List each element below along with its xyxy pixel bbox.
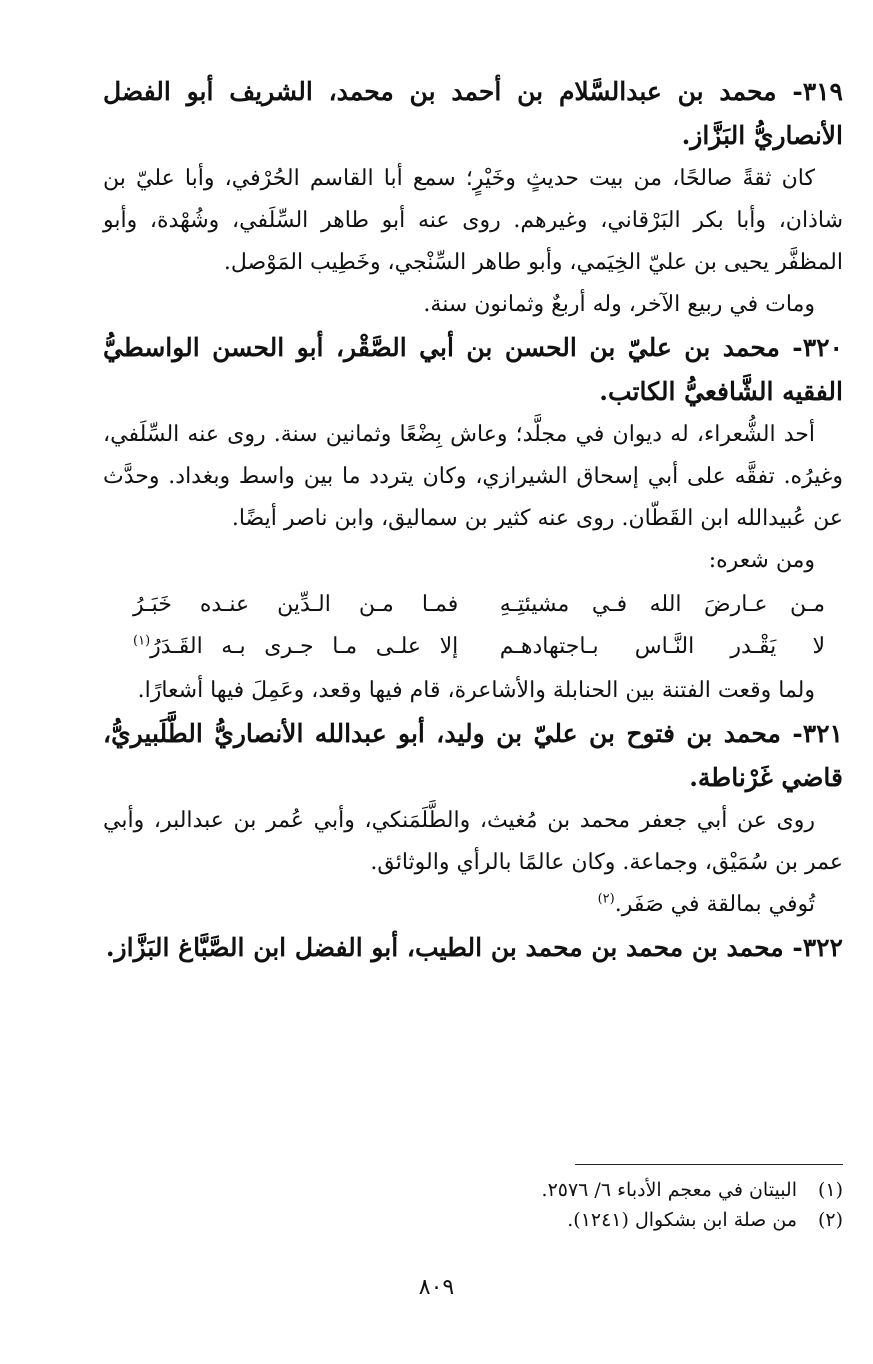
entry-title-319: ٣١٩- محمد بن عبدالسَّلام بن أحمد بن محمد، الشريف أبو الفضل الأنصاريُّ البَزَّاز. bbox=[103, 77, 843, 150]
footnote-number: (١) bbox=[817, 1179, 843, 1201]
entry-paragraph: ومات في ربيع الآخر، وله أربعٌ وثمانون سنة. bbox=[423, 292, 815, 317]
entry-paragraph: كان ثقةً صالحًا، من بيت حديثٍ وخَيْرٍ؛ سمع أبا القاسم الحُرْفي، وأبا عليّ بن شاذان، وأبا بكر البَرْقاني، وغيرهم. روى عنه أبو طاهر السِّلَفي، وشُهْدة، وأبو المظفَّر يحيى بن عليّ الخِيَمي، وأبو طاهر السِّنْجي، وخَطِيب المَوْصل. bbox=[103, 166, 843, 275]
entry-paragraph: ولما وقعت الفتنة بين الحنابلة والأشاعرة، قام فيها وقعد، وعَمِلَ فيها أشعارًا. bbox=[137, 678, 815, 703]
verse-hemistich-first: مـن عـارضَ الله فـي مشيئتِـهِ bbox=[499, 592, 825, 617]
footnote-text: من صلة ابن بشكوال (١٢٤١). bbox=[567, 1209, 797, 1231]
page-number: ٨٠٩ bbox=[418, 1275, 455, 1300]
footnote-number: (٢) bbox=[817, 1209, 843, 1231]
verse-hemistich-first: لا يَقْـدر النَّـاس بـاجتهادهـم bbox=[499, 634, 825, 659]
footnote bbox=[103, 1175, 843, 1205]
verse-intro: ومن شعره: bbox=[708, 548, 815, 573]
entry-title-322: ٣٢٢- محمد بن محمد بن محمد بن الطيب، أبو الفضل ابن الصَّبَّاغ البَزَّاز. bbox=[105, 933, 843, 962]
footnotes bbox=[103, 1164, 843, 1235]
verse-line bbox=[103, 584, 843, 626]
footnote-marker-2: (٢) bbox=[597, 891, 615, 907]
entry-title-320: ٣٢٠- محمد بن عليّ بن الحسن بن أبي الصَّقْر، أبو الحسن الواسطيُّ الفقيه الشَّافعيُّ الكاتب. bbox=[103, 333, 843, 406]
footnote-text: البيتان في معجم الأدباء ٦/ ٢٥٧٦. bbox=[541, 1179, 797, 1201]
poem bbox=[103, 584, 843, 668]
verse-hemistich-second: فمـا مـن الـدِّين عنـده خَبَـرُ bbox=[133, 592, 459, 617]
footnote-divider bbox=[575, 1164, 843, 1165]
entry-paragraph bbox=[103, 884, 843, 926]
entry-title-321: ٣٢١- محمد بن فتوح بن عليّ بن وليد، أبو عبدالله الأنصاريُّ الطَّلَبيريُّ، قاضي غَرْناطة. bbox=[103, 719, 843, 792]
verse-line bbox=[103, 626, 843, 668]
verse-text: إلا علـى مـا جـرى بـه القَـدَرُ bbox=[150, 634, 459, 659]
entry-paragraph: روى عن أبي جعفر محمد بن مُغيث، والطَّلَمَنكي، وأبي عُمر بن عبدالبر، وأبي عمر بن سُمَيْق، وجماعة. وكان عالمًا بالرأي والوثائق. bbox=[103, 808, 843, 875]
entry-text: تُوفي بمالقة في صَفَر. bbox=[614, 892, 815, 917]
entry-paragraph: أحد الشُّعراء، له ديوان في مجلَّد؛ وعاش بِضْعًا وثمانين سنة. روى عنه السِّلَفي، وغيرُه. تفقَّه على أبي إسحاق الشيرازي، وكان يتردد ما بين واسط وبغداد. وحدَّث عن عُبيدالله ابن القَطّان. روى عنه كثير بن سماليق، وابن ناصر أيضًا. bbox=[103, 422, 843, 531]
page-body bbox=[103, 70, 843, 970]
footnote bbox=[103, 1205, 843, 1235]
verse-hemistich-second bbox=[133, 626, 458, 668]
footnote-marker-1: (١) bbox=[133, 633, 151, 649]
